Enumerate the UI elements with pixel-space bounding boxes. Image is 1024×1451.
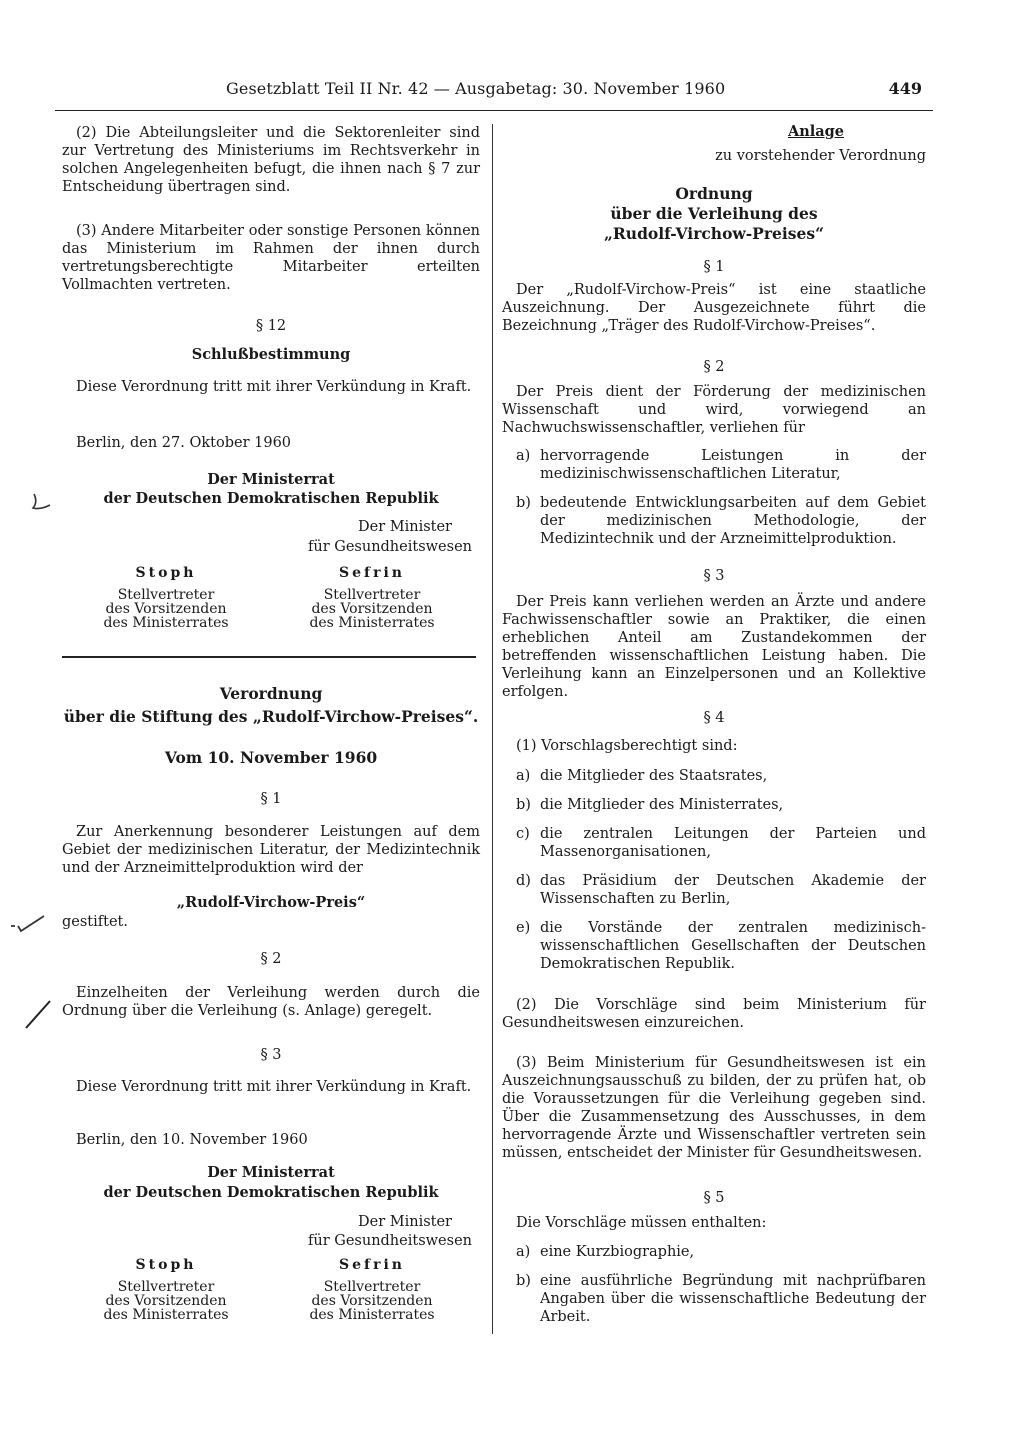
section-divider	[62, 656, 476, 658]
order-section-4-intro: (1) Vorschlagsberechtigt sind:	[516, 738, 738, 754]
list-item-label: c)	[516, 826, 530, 842]
margin-checkmark-icon	[8, 912, 48, 936]
prize-name: „Rudolf-Virchow-Preis“	[176, 894, 366, 911]
list-item-text: die Mitglieder des Staatsrates,	[540, 768, 768, 784]
header-title: Gesetzblatt Teil II Nr. 42 — Ausgabetag: 30. November 1960	[226, 79, 726, 98]
signatory-role: des Vorsitzenden	[311, 601, 433, 617]
minister-2-line-1: Der Minister	[358, 1214, 452, 1230]
signatory-role: Stellvertreter	[117, 1279, 215, 1295]
page-header	[55, 80, 933, 111]
order-section-4-paragraph-3: (3) Beim Ministerium für Gesundheitswesen ist ein Auszeichnungsausschuß zu bilden, der zu prüfen hat, ob die Voraussetzungen für die Verleihung gegeben sind. Über die Zusammensetzung des Ausschusses, in dem hervorragende Ärzte und Wissenschaftler vertreten sein müssen, entscheidet der Minister für Gesundheitswesen.	[502, 1055, 926, 1161]
list-item-label: b)	[516, 797, 531, 813]
list-item-text: die Mitglieder des Ministerrates,	[540, 797, 784, 813]
minister-1-line-1: Der Minister	[358, 519, 452, 535]
signatory-role: Stellvertreter	[117, 587, 215, 603]
list-item	[516, 494, 926, 548]
signatory-role: des Ministerrates	[103, 1307, 229, 1323]
list-item	[516, 919, 926, 973]
signatory-name: Sefrin	[339, 1257, 405, 1273]
margin-slash-icon	[22, 998, 54, 1032]
signatory-name: Stoph	[135, 1257, 197, 1273]
list-item-text: die Vorstände der zentralen medizinisch-wissenschaftlichen Gesellschaften der Deutschen Demokratischen Republik.	[540, 920, 926, 972]
list-item	[516, 447, 926, 483]
order-section-5-intro: Die Vorschläge müssen enthalten:	[516, 1215, 767, 1231]
list-item-label: b)	[516, 495, 531, 511]
list-item-text: eine ausführliche Begründung mit nachprüfbaren Angaben über die wissenschaftliche Bedeutung der Arbeit.	[540, 1273, 926, 1325]
list-item-label: a)	[516, 1244, 531, 1260]
order-title-3: „Rudolf-Virchow-Preises“	[604, 224, 824, 243]
section-12-heading: § 12	[255, 318, 287, 334]
list-item-text: bedeutende Entwicklungsarbeiten auf dem Gebiet der medizinischen Methodologie, der Medizintechnik und der Arzneimittelproduktion.	[540, 495, 926, 547]
ordinance-date: Vom 10. November 1960	[164, 748, 378, 767]
order-section-4-heading: § 4	[703, 710, 725, 726]
signatory-role: Stellvertreter	[323, 587, 421, 603]
order-section-4-list	[502, 767, 926, 973]
list-item	[516, 796, 926, 814]
order-section-1-heading: § 1	[703, 259, 725, 275]
list-item-label: a)	[516, 448, 531, 464]
council-2-line-2: der Deutschen Demokratischen Republik	[103, 1184, 439, 1201]
ordinance-section-1-text: Zur Anerkennung besonderer Leistungen auf dem Gebiet der medizinischen Literatur, der Medizintechnik und der Arzneimittelproduktion wird der	[62, 824, 480, 876]
signatory-role: des Vorsitzenden	[105, 1293, 227, 1309]
list-item	[516, 1272, 926, 1326]
signatory-role: des Ministerrates	[309, 615, 435, 631]
annex-subtitle: zu vorstehender Verordnung	[715, 148, 926, 164]
signatory-role: des Vorsitzenden	[311, 1293, 433, 1309]
signature-2-right	[292, 1256, 452, 1322]
list-item	[516, 872, 926, 908]
signatory-role: des Ministerrates	[309, 1307, 435, 1323]
list-item	[516, 825, 926, 861]
minister-1-line-2: für Gesundheitswesen	[308, 539, 472, 555]
ordinance-section-1-end: gestiftet.	[62, 914, 128, 930]
order-section-2-list	[502, 447, 926, 548]
list-item	[516, 767, 926, 785]
signature-1-right	[292, 564, 452, 630]
ordinance-title: Verordnung	[219, 684, 323, 703]
order-section-4-paragraph-2: (2) Die Vorschläge sind beim Ministerium für Gesundheitswesen einzureichen.	[502, 997, 926, 1031]
list-item-label: b)	[516, 1273, 531, 1289]
signature-2-left	[86, 1256, 246, 1322]
ordinance-section-3-heading: § 3	[260, 1047, 282, 1063]
signatory-role: des Vorsitzenden	[105, 601, 227, 617]
page-number: 449	[888, 79, 922, 98]
annex-label	[502, 123, 844, 141]
date-line-1: Berlin, den 27. Oktober 1960	[76, 435, 292, 451]
paragraph-3: (3) Andere Mitarbeiter oder sonstige Personen können das Ministerium im Rahmen der ihnen durch vertretungsberechtigte Mitarbeiter erteilten Vollmachten vertreten.	[62, 223, 480, 293]
order-section-2-text: Der Preis dient der Förderung der medizinischen Wissenschaft und wird, vorwiegend an Nachwuchswissenschaftler, verliehen für	[502, 384, 926, 436]
ordinance-section-2-heading: § 2	[260, 951, 282, 967]
list-item-text: hervorragende Leistungen in der medizinischwissenschaftlichen Literatur,	[540, 448, 926, 482]
paragraph-2: (2) Die Abteilungsleiter und die Sektorenleiter sind zur Vertretung des Ministeriums im Rechtsverkehr in solchen Angelegenheiten befugt, die ihnen nach § 7 zur Entscheidung übertragen sind.	[62, 125, 480, 195]
ordinance-section-1-heading: § 1	[260, 791, 282, 807]
list-item	[516, 1243, 926, 1261]
order-section-3-heading: § 3	[703, 568, 725, 584]
list-item-text: eine Kurzbiographie,	[540, 1244, 695, 1260]
order-section-3-text: Der Preis kann verliehen werden an Ärzte und andere Fachwissenschaftler sowie an Praktiker, die einen erheblichen Anteil am Zustandekommen der betreffenden wissenschaftlichen Leistung haben. Die Verleihung kann an Einzelpersonen und an Kollektive erfolgen.	[502, 594, 926, 700]
list-item-label: e)	[516, 920, 531, 936]
order-title-2: über die Verleihung des	[610, 204, 818, 223]
order-title-1: Ordnung	[675, 184, 753, 203]
ordinance-subtitle: über die Stiftung des „Rudolf-Virchow-Preises“.	[63, 707, 479, 726]
order-section-5-heading: § 5	[703, 1190, 725, 1206]
ordinance-section-3-text: Diese Verordnung tritt mit ihrer Verkündung in Kraft.	[76, 1079, 472, 1095]
order-section-1-text: Der „Rudolf-Virchow-Preis“ ist eine staatliche Auszeichnung. Der Ausgezeichnete führt die Bezeichnung „Träger des Rudolf-Virchow-Preises“.	[502, 282, 926, 334]
annex-label-text: Anlage	[787, 123, 844, 140]
council-1-line-1: Der Ministerrat	[207, 471, 335, 488]
list-item-label: d)	[516, 873, 531, 889]
signatory-role: des Ministerrates	[103, 615, 229, 631]
section-12-text: Diese Verordnung tritt mit ihrer Verkündung in Kraft.	[76, 379, 472, 395]
signature-1-left	[86, 564, 246, 630]
council-2-line-1: Der Ministerrat	[207, 1164, 335, 1181]
council-1-line-2: der Deutschen Demokratischen Republik	[103, 490, 439, 507]
section-12-title: Schlußbestimmung	[191, 346, 351, 363]
signatory-name: Sefrin	[339, 565, 405, 581]
minister-2-line-2: für Gesundheitswesen	[308, 1233, 472, 1249]
signatory-name: Stoph	[135, 565, 197, 581]
ordinance-section-2-text: Einzelheiten der Verleihung werden durch die Ordnung über die Verleihung (s. Anlage) geregelt.	[62, 985, 480, 1019]
list-item-text: die zentralen Leitungen der Parteien und Massenorganisationen,	[540, 826, 926, 860]
order-section-5-list	[502, 1243, 926, 1326]
column-divider	[492, 124, 493, 1334]
list-item-label: a)	[516, 768, 531, 784]
order-section-2-heading: § 2	[703, 359, 725, 375]
signatory-role: Stellvertreter	[323, 1279, 421, 1295]
date-line-2: Berlin, den 10. November 1960	[76, 1132, 308, 1148]
margin-checkmark-icon	[30, 490, 54, 516]
list-item-text: das Präsidium der Deutschen Akademie der Wissenschaften zu Berlin,	[540, 873, 926, 907]
